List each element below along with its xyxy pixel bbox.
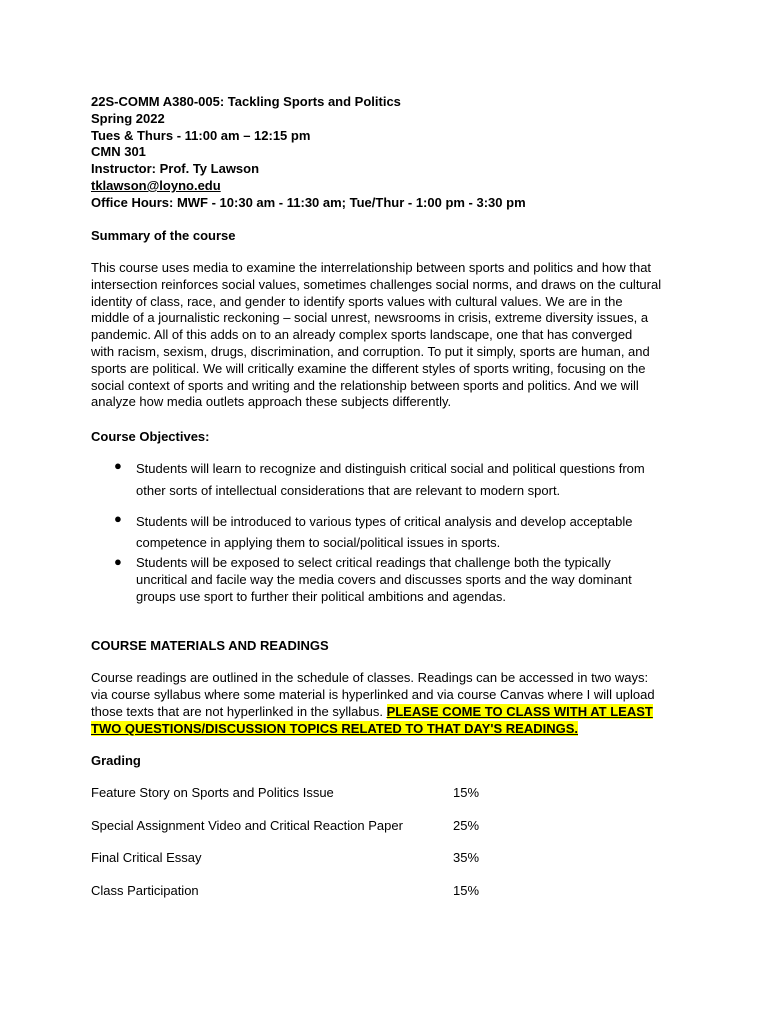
instructor-email-link[interactable]: tklawson@loyno.edu xyxy=(91,177,221,193)
summary-line: pandemic. All of this adds on to an already complex sports landscape, one that has converged xyxy=(91,327,633,343)
summary-line: sports are political. We will critically examine the different styles of sports writing, focusing on the xyxy=(91,360,646,376)
course-room: CMN 301 xyxy=(91,144,146,160)
syllabus-page: 22S-COMM A380-005: Tackling Sports and Politics Spring 2022 Tues & Thurs - 11:00 am – 12:15 pm CMN 301 Instructor: Prof. Ty Lawson tklawson@loyno.edu Office Hours: MWF - 10:30 am - 11:30 am; Tue/Thur - 1:00 pm - 3:30 pm Summary of the course This course uses media to examine the interrelationship between sports and politics and how that intersection reinforces social values, sometimes challenges social norms, and draws on the cultural identity of class, race, and gender to identify sports values with cultural values. We are in the middle of a journalistic reckoning – social unrest, newsrooms in crisis, extreme diversity issues, a pandemic. All of this adds on to an already complex sports landscape, one that has converged with racism, sexism, drugs, discrimination, and corruption. To put it simply, sports are human, and sports are political. We will critically examine the different styles of sports writing, focusing on the social context of sports and writing and the relationship between sports and politics. And we will analyze how media outlets approach these subjects differently. Course Objectives: ● Students will learn to recognize and distinguish critical social and political questions from other sorts of intellectual considerations that are relevant to modern sport. ● Students will be introduced to various types of critical analysis and develop acceptable competence in applying them to social/political issues in sports. ● Students will be exposed to select critical readings that challenge both the typically uncritical and facile way the media covers and discusses sports and the way dominant groups use sport to further their political ambitions and agendas. COURSE MATERIALS AND READINGS Course readings are outlined in the schedule of classes. Readings can be accessed in two ways: via course syllabus where some material is hyperlinked and via course Canvas where I will upload those texts that are not hyperlinked in the syllabus. PLEASE COME TO CLASS WITH AT LEAST TWO QUESTIONS/DISCUSSION TOPICS RELATED TO THAT DAY'S READINGS. Grading Feature Story on Sports and Politics Issue 15% Special Assignment Video and Critical Reaction Paper 25% Final Critical Essay 35% Class Participation 15% xyxy=(0,0,770,1024)
highlighted-instruction: TWO QUESTIONS/DISCUSSION TOPICS RELATED TO THAT DAY'S READINGS. xyxy=(91,721,579,736)
grading-item: Feature Story on Sports and Politics Issue xyxy=(91,785,334,800)
course-title: 22S-COMM A380-005: Tackling Sports and Politics xyxy=(91,94,401,109)
summary-line: This course uses media to examine the interrelationship between sports and politics and how that xyxy=(91,260,652,275)
summary-line: middle of a journalistic reckoning – social unrest, newsrooms in crisis, extreme diversity issues, a xyxy=(91,310,649,326)
summary-heading: Summary of the course xyxy=(91,228,236,243)
instructor-name: Instructor: Prof. Ty Lawson xyxy=(91,161,260,177)
course-header xyxy=(91,94,526,212)
summary-line: social context of sports and writing and the relationship between sports and politics. And we will xyxy=(91,377,639,393)
grading-percent: 15% xyxy=(453,785,480,800)
grading-item: Final Critical Essay xyxy=(91,850,202,865)
course-schedule: Tues & Thurs - 11:00 am – 12:15 pm xyxy=(91,127,311,143)
office-hours: Office Hours: MWF - 10:30 am - 11:30 am; Tue/Thur - 1:00 pm - 3:30 pm xyxy=(91,194,526,210)
materials-heading: COURSE MATERIALS AND READINGS xyxy=(91,638,329,653)
summary-paragraph xyxy=(91,260,691,411)
highlighted-instruction: PLEASE COME TO CLASS WITH AT LEAST xyxy=(386,704,653,719)
summary-line: identity of class, race, and gender to identify sports values with cultural values. We are in the xyxy=(91,293,623,309)
summary-line: with racism, sexism, drugs, discrimination, and corruption. To put it simply, sports are human, and xyxy=(91,343,650,359)
grading-item: Class Participation xyxy=(91,883,199,898)
course-term: Spring 2022 xyxy=(91,110,165,126)
bullet-icon: ● xyxy=(114,554,122,569)
materials-paragraph: Course readings are outlined in the schedule of classes. Readings can be accessed in two ways: via course syllabus where some material is hyperlinked and via course Canvas where I will upload those texts that are not hyperlinked in the syllabus. PLEASE COME TO CLASS WITH AT LEAST TWO QUESTIONS/DISCUSSION TOPICS RELATED TO THAT DAY'S READINGS. xyxy=(91,670,655,736)
bullet-icon: ● xyxy=(114,511,122,526)
grading-percent: 25% xyxy=(453,818,480,833)
grading-percent: 15% xyxy=(453,883,480,898)
summary-line: analyze how media outlets approach these subjects differently. xyxy=(91,394,452,410)
grading-item: Special Assignment Video and Critical Reaction Paper xyxy=(91,818,403,833)
grading-heading: Grading xyxy=(91,753,141,768)
grading-percent: 35% xyxy=(453,850,480,865)
bullet-icon: ● xyxy=(114,458,122,473)
objectives-heading: Course Objectives: xyxy=(91,429,210,444)
summary-line: intersection reinforces social values, sometimes challenges social norms, and draws on the cultural xyxy=(91,276,662,292)
